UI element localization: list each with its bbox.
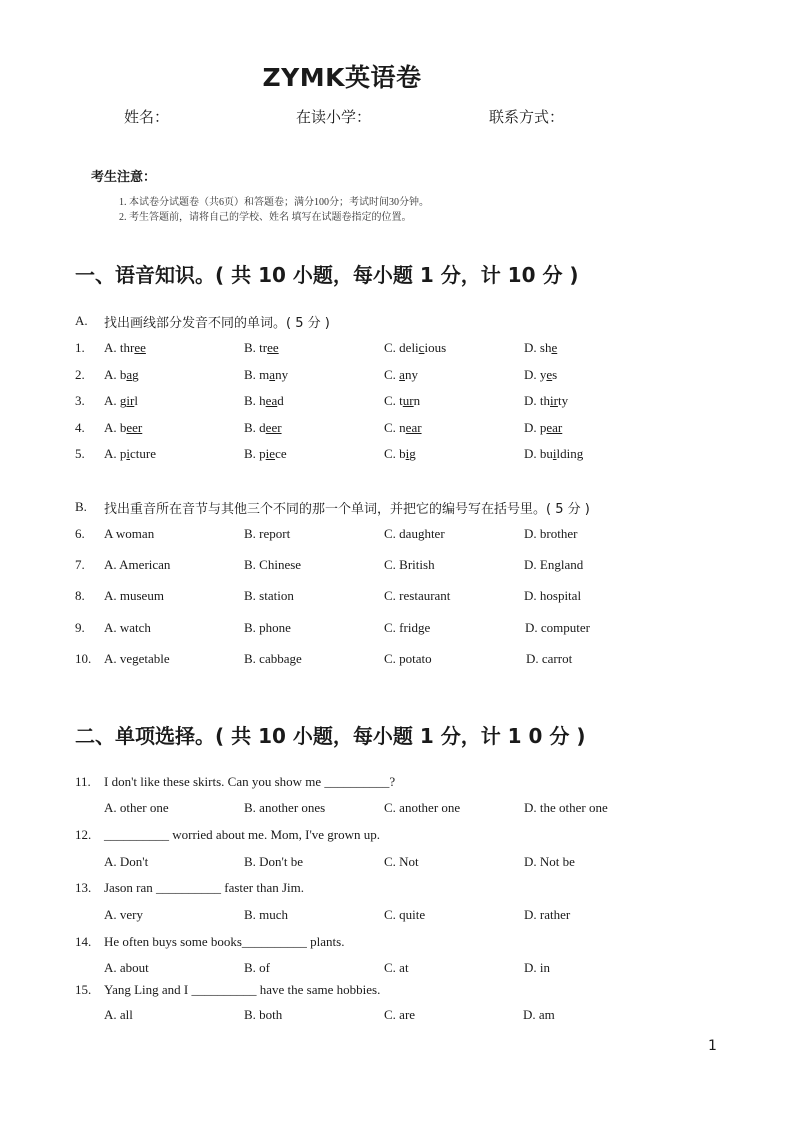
question-number: 3. xyxy=(75,393,85,408)
option-d: D. England xyxy=(524,557,584,572)
question-number: 10. xyxy=(75,651,92,666)
question-stem: Yang Ling and I __________ have the same hobbies. xyxy=(104,982,381,997)
option-c: C. any xyxy=(384,367,418,382)
option-d: D. computer xyxy=(525,620,590,635)
option-b: B. piece xyxy=(244,446,287,461)
notice-line: 1. 本试卷分试题卷（共6页）和答题卷；满分100分；考试时间30分钟。 xyxy=(119,197,429,208)
option-a: A. vegetable xyxy=(104,651,170,666)
option-c: C. quite xyxy=(384,907,426,922)
option-a: A. beer xyxy=(104,420,143,435)
option-d: D. she xyxy=(524,340,558,355)
option-b: B. deer xyxy=(244,420,282,435)
part-a-instruction: 找出画线部分发音不同的单词。( 5 分 ) xyxy=(104,316,330,331)
option-c: C. are xyxy=(384,1007,416,1022)
option-a: A. about xyxy=(104,960,149,975)
question-number: 6. xyxy=(75,526,85,541)
option-c: C. potato xyxy=(384,651,432,666)
option-c: C. delicious xyxy=(384,340,447,355)
option-a: A. American xyxy=(104,557,171,572)
option-d: D. thirty xyxy=(524,393,569,408)
option-a: A. very xyxy=(104,907,143,922)
option-b: B. many xyxy=(244,367,289,382)
question-stem: He often buys some books__________ plants. xyxy=(104,934,345,949)
option-a: A. other one xyxy=(104,800,169,815)
option-b: B. tree xyxy=(244,340,279,355)
section-1-title: 一、语音知识。( 共 10 小题，每小题 1 分，计 10 分 ) xyxy=(75,263,579,287)
option-a: A. picture xyxy=(104,446,156,461)
option-b: B. much xyxy=(244,907,289,922)
question-number: 4. xyxy=(75,420,85,435)
option-d: D. rather xyxy=(524,907,571,922)
option-d: D. carrot xyxy=(526,651,573,666)
option-b: B. station xyxy=(244,588,294,603)
option-d: D. building xyxy=(524,446,584,461)
option-b: B. of xyxy=(244,960,270,975)
name-label: 姓名： xyxy=(124,110,170,126)
question-stem: __________ worried about me. Mom, I've grown up. xyxy=(104,827,381,842)
page-number: 1 xyxy=(708,1038,717,1054)
option-d: D. am xyxy=(523,1007,555,1022)
question-number: 15. xyxy=(75,982,92,997)
option-d: D. Not be xyxy=(524,854,575,869)
option-c: C. Not xyxy=(384,854,419,869)
question-number: 13. xyxy=(75,880,92,895)
option-b: B. both xyxy=(244,1007,283,1022)
question-stem: Jason ran __________ faster than Jim. xyxy=(104,880,305,895)
option-a: A woman xyxy=(104,526,155,541)
notice-title: 考生注意： xyxy=(91,169,157,184)
option-b: B. Chinese xyxy=(244,557,302,572)
option-d: D. the other one xyxy=(524,800,608,815)
question-number: 1. xyxy=(75,340,85,355)
part-b-instruction: 找出重音所在音节与其他三个不同的那一个单词，并把它的编号写在括号里。( 5 分 ) xyxy=(104,502,590,517)
option-b: B. phone xyxy=(244,620,291,635)
section-2-title: 二、单项选择。( 共 10 小题，每小题 1 分，计 1 0 分 ) xyxy=(75,724,586,748)
option-b: B. another ones xyxy=(244,800,326,815)
option-d: D. pear xyxy=(524,420,563,435)
option-a: A. three xyxy=(104,340,146,355)
option-b: B. report xyxy=(244,526,291,541)
option-c: C. daughter xyxy=(384,526,445,541)
option-c: C. at xyxy=(384,960,409,975)
option-b: B. cabbage xyxy=(244,651,302,666)
option-d: D. hospital xyxy=(524,588,582,603)
question-number: 8. xyxy=(75,588,85,603)
option-a: A. Don't xyxy=(104,854,149,869)
option-a: A. watch xyxy=(104,620,151,635)
question-number: 14. xyxy=(75,934,92,949)
option-a: A. girl xyxy=(104,393,138,408)
option-b: B. head xyxy=(244,393,284,408)
page-title: ZYMK英语卷 xyxy=(262,63,422,92)
question-number: 5. xyxy=(75,446,85,461)
part-a-label: A. xyxy=(75,313,88,328)
option-d: D. yes xyxy=(524,367,558,382)
option-a: A. all xyxy=(104,1007,133,1022)
part-b-label: B. xyxy=(75,499,87,514)
option-c: C. restaurant xyxy=(384,588,451,603)
option-c: C. near xyxy=(384,420,422,435)
question-number: 7. xyxy=(75,557,85,572)
question-number: 11. xyxy=(75,774,91,789)
question-number: 2. xyxy=(75,367,85,382)
option-c: C. another one xyxy=(384,800,461,815)
question-number: 12. xyxy=(75,827,92,842)
school-label: 在读小学： xyxy=(296,110,372,126)
question-stem: I don't like these skirts. Can you show me __________? xyxy=(104,774,396,789)
option-c: C. British xyxy=(384,557,435,572)
option-a: A. bag xyxy=(104,367,139,382)
option-c: C. fridge xyxy=(384,620,431,635)
option-c: C. big xyxy=(384,446,416,461)
question-number: 9. xyxy=(75,620,85,635)
option-d: D. brother xyxy=(524,526,578,541)
option-c: C. turn xyxy=(384,393,421,408)
option-a: A. museum xyxy=(104,588,164,603)
contact-label: 联系方式： xyxy=(489,110,565,126)
option-d: D. in xyxy=(524,960,550,975)
option-b: B. Don't be xyxy=(244,854,304,869)
notice-line: 2. 考生答题前，请将自己的学校、姓名 填写在试题卷指定的位置。 xyxy=(119,212,412,223)
